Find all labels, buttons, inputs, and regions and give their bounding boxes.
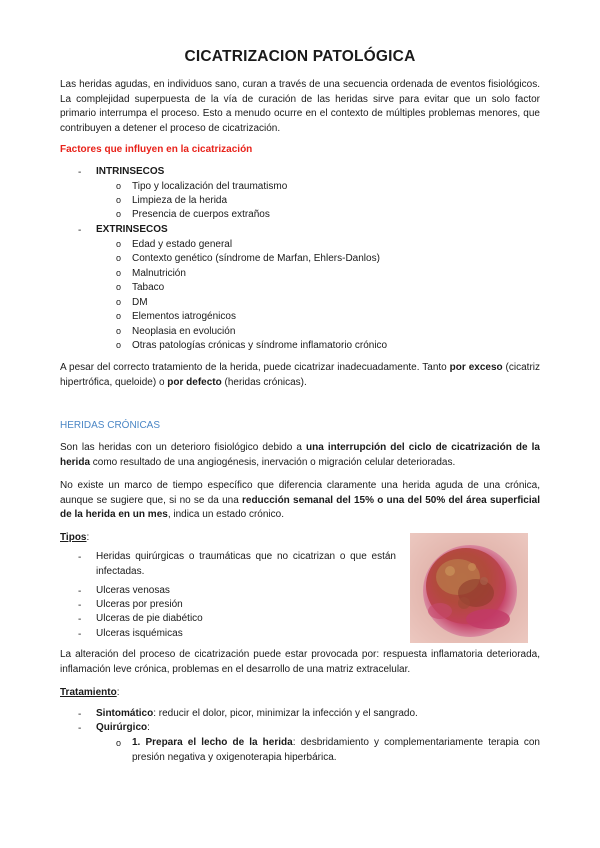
circle-bullet: o: [116, 282, 122, 292]
intrinsecos-label: INTRINSECOS: [96, 166, 165, 177]
list-item: Limpieza de la herida: [132, 195, 228, 206]
dash-bullet: -: [78, 600, 82, 611]
circle-bullet: o: [116, 253, 122, 263]
circle-bullet: o: [116, 209, 122, 219]
outcome-bold: por defecto: [167, 376, 222, 388]
definition-text: como resultado de una angiogénesis, inervación o migración celular deterioradas.: [90, 456, 456, 468]
dash-bullet: -: [78, 723, 82, 734]
sintomatico-item: [96, 707, 418, 722]
colon: :: [116, 687, 120, 698]
sintomatico-text: : reducir el dolor, picor, minimizar la infección y el sangrado.: [153, 708, 418, 719]
definition-bold: una interrupción del ciclo de cicatrización de la herida: [60, 442, 540, 468]
chronic-ulcer-photo: [410, 533, 528, 643]
list-item: DM: [132, 297, 148, 308]
quirurgico-item: [96, 721, 150, 736]
dash-bullet: -: [78, 614, 82, 625]
page-title: CICATRIZACION PATOLÓGICA: [184, 48, 416, 65]
outcome-paragraph: [60, 361, 540, 390]
tipo-item: Heridas quirúrgicas o traumáticas que no cicatrizan o que están infectadas.: [96, 551, 396, 577]
circle-bullet: o: [116, 340, 122, 350]
intro-paragraph: Las heridas agudas, en individuos sano, curan a través de una secuencia ordenada de eventos fisiológicos. La complejidad superpuesta de la vía de curación de las heridas sirve para evitar que un solo factor primario interrumpa el proceso. Esto a menudo ocurre en el contexto de múltiples problemas menores, que contribuyen a detener el proceso de cicatrización.: [60, 79, 540, 134]
circle-bullet: o: [116, 195, 122, 205]
circle-bullet: o: [116, 738, 122, 748]
definition-text: Son las heridas con un deterioro fisiológico debido a: [60, 442, 307, 453]
list-item: Otras patologías crónicas y síndrome inflamatorio crónico: [132, 340, 388, 351]
timeframe-bold: reducción semanal del 15% o una del 50% del área superficial de la herida en un mes: [60, 494, 540, 521]
dash-bullet: -: [78, 586, 82, 597]
timeframe-text: , indica un estado crónico.: [167, 509, 284, 521]
wound-icon: [410, 533, 528, 643]
dash-bullet: -: [78, 167, 82, 178]
step-1-text: : desbridamiento y complementariamente terapia con presión negativa y oxigenoterapia hiperbárica.: [132, 737, 540, 763]
outcome-text: (cicatriz hipertrófica, queloide) o: [60, 362, 540, 388]
circle-bullet: o: [116, 239, 122, 249]
list-item: Elementos iatrogénicos: [132, 311, 236, 322]
tratamiento-label: Tratamiento: [60, 687, 117, 698]
circle-bullet: o: [116, 311, 122, 321]
list-item: Tabaco: [132, 282, 165, 293]
dash-bullet: -: [78, 225, 82, 236]
factors-heading: Factores que influyen en la cicatrización: [60, 144, 253, 155]
list-item: Presencia de cuerpos extraños: [132, 209, 270, 220]
alteracion-paragraph: La alteración del proceso de cicatrización puede estar provocada por: respuesta inflamatoria deteriorada, inflamación leve crónica, problemas en el desarrollo de una matriz extracelular.: [60, 649, 540, 675]
dash-bullet: -: [78, 552, 82, 563]
list-item: Malnutrición: [132, 268, 186, 279]
dash-bullet: -: [78, 709, 82, 720]
outcome-text: A pesar del correcto tratamiento de la herida, puede cicatrizar inadecuadamente. Tanto: [60, 362, 450, 373]
tratamiento-heading: [60, 686, 540, 701]
circle-bullet: o: [116, 181, 122, 191]
tipo-item: Ulceras venosas: [96, 585, 170, 596]
step-1-label: 1. Prepara el lecho de la herida: [132, 737, 293, 748]
list-item: Edad y estado general: [132, 239, 233, 250]
sintomatico-label: Sintomático: [96, 708, 154, 719]
outcome-bold: por exceso: [449, 362, 503, 373]
dash-bullet: -: [78, 629, 82, 640]
list-item: Tipo y localización del traumatismo: [132, 181, 288, 192]
circle-bullet: o: [116, 297, 122, 307]
tipo-item: Ulceras de pie diabético: [96, 613, 203, 624]
list-item: Neoplasia en evolución: [132, 326, 236, 337]
colon: :: [147, 722, 150, 733]
cronicas-heading: HERIDAS CRÓNICAS: [60, 420, 161, 431]
circle-bullet: o: [116, 326, 122, 336]
step-1-item: [132, 736, 540, 765]
circle-bullet: o: [116, 268, 122, 278]
cronicas-definition: [60, 441, 540, 470]
tipo-item: Ulceras isquémicas: [96, 628, 183, 639]
cronicas-timeframe: [60, 479, 540, 523]
extrinsecos-label: EXTRINSECOS: [96, 224, 168, 235]
quirurgico-label: Quirúrgico: [96, 722, 148, 733]
tipos-label: Tipos: [60, 532, 87, 543]
outcome-text: (heridas crónicas).: [221, 376, 307, 388]
timeframe-text: No existe un marco de tiempo específico que diferencia claramente una herida aguda de una crónica, aunque se sugiere que, si no se da una: [60, 480, 540, 506]
tipo-item: Ulceras por presión: [96, 599, 183, 610]
list-item: Contexto genético (síndrome de Marfan, Ehlers-Danlos): [132, 253, 380, 264]
colon: :: [86, 532, 90, 543]
